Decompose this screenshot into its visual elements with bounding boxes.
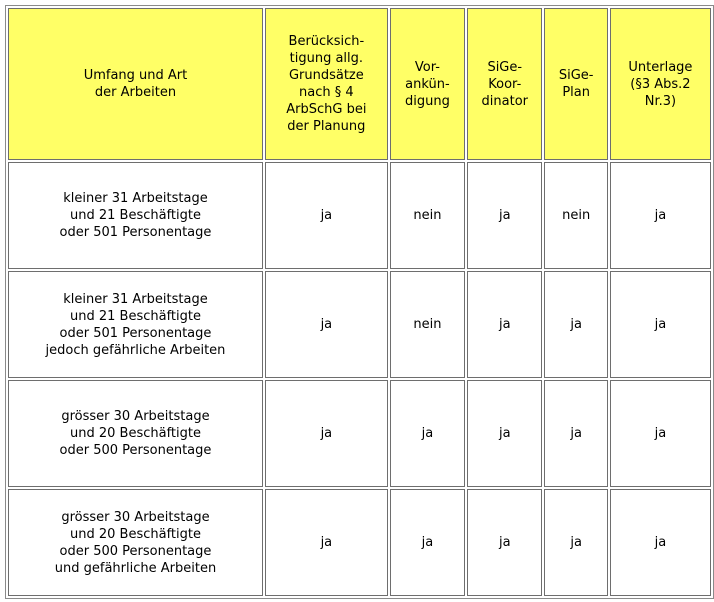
scope-line: und gefährliche Arbeiten [54,560,217,576]
table-cell: ja [467,489,542,596]
cut-off-text-line [5,594,655,598]
header-planning-principles [265,8,388,160]
scope-line: oder 500 Personentage [59,543,212,559]
scope-cell [8,380,263,487]
requirements-table [5,5,714,599]
table-cell: nein [390,271,465,378]
header-advance-notice [390,8,465,160]
table-row [8,271,711,378]
header-text: (§3 Abs.2 [630,76,691,92]
table-cell: nein [544,162,607,269]
header-text: nach § 4 [299,85,354,100]
scope-line: und 21 Beschäftigte [69,308,201,324]
scope-line: oder 501 Personentage [59,225,212,240]
header-text: Nr.3) [644,93,677,109]
header-text: ankün- [405,76,450,92]
scope-line: grösser 30 Arbeitstage [61,509,210,525]
scope-line: jedoch gefährliche Arbeiten [45,342,226,358]
table-cell: ja [265,271,388,378]
scope-cell [8,271,263,378]
header-text: Vor- [414,59,440,75]
table-row [8,489,711,596]
header-text: digung [404,93,450,109]
table-cell: ja [544,489,607,596]
table-cell: ja [467,271,542,378]
table-cell: ja [265,380,388,487]
scope-line: kleiner 31 Arbeitstage [63,291,208,307]
header-text: dinator [481,93,528,109]
table-cell: ja [467,380,542,487]
table-cell: ja [390,380,465,487]
table-cell: ja [265,162,388,269]
table-cell: ja [467,162,542,269]
scope-cell [8,162,263,269]
header-scope [8,8,263,160]
table-cell: ja [544,271,607,378]
header-document [610,8,711,160]
table-cell: nein [390,162,465,269]
table-cell: ja [610,380,711,487]
header-text: tigung allg. [289,51,364,66]
header-row [8,8,711,160]
table-cell: ja [610,489,711,596]
table-cell: ja [544,380,607,487]
scope-line: und 20 Beschäftigte [69,426,201,441]
scope-line: und 20 Beschäftigte [69,526,201,542]
header-sige-plan [544,8,607,160]
header-text: SiGe- [558,68,594,83]
header-text: ArbSchG bei [286,102,367,117]
header-text: Koor- [488,76,522,92]
header-text: Unterlage [628,59,693,75]
table-row [8,380,711,487]
header-text: Berücksich- [288,34,365,49]
header-text: Umfang und Art [83,68,188,83]
table-cell: ja [265,489,388,596]
scope-cell [8,489,263,596]
header-text: der Arbeiten [94,85,177,100]
table-cell: ja [610,271,711,378]
header-text: SiGe- [487,59,523,75]
header-text: der Planung [287,119,366,134]
table-cell: ja [390,489,465,596]
scope-line: und 21 Beschäftigte [69,208,201,223]
header-text: Plan [562,85,590,100]
header-sige-coordinator [467,8,542,160]
header-text: Grundsätze [288,68,364,83]
scope-line: kleiner 31 Arbeitstage [63,191,208,206]
scope-line: oder 501 Personentage [59,325,212,341]
table-cell: ja [610,162,711,269]
scope-line: grösser 30 Arbeitstage [61,409,210,424]
cut-off-text-fragment [5,594,705,602]
scope-line: oder 500 Personentage [59,443,212,458]
table-row [8,162,711,269]
